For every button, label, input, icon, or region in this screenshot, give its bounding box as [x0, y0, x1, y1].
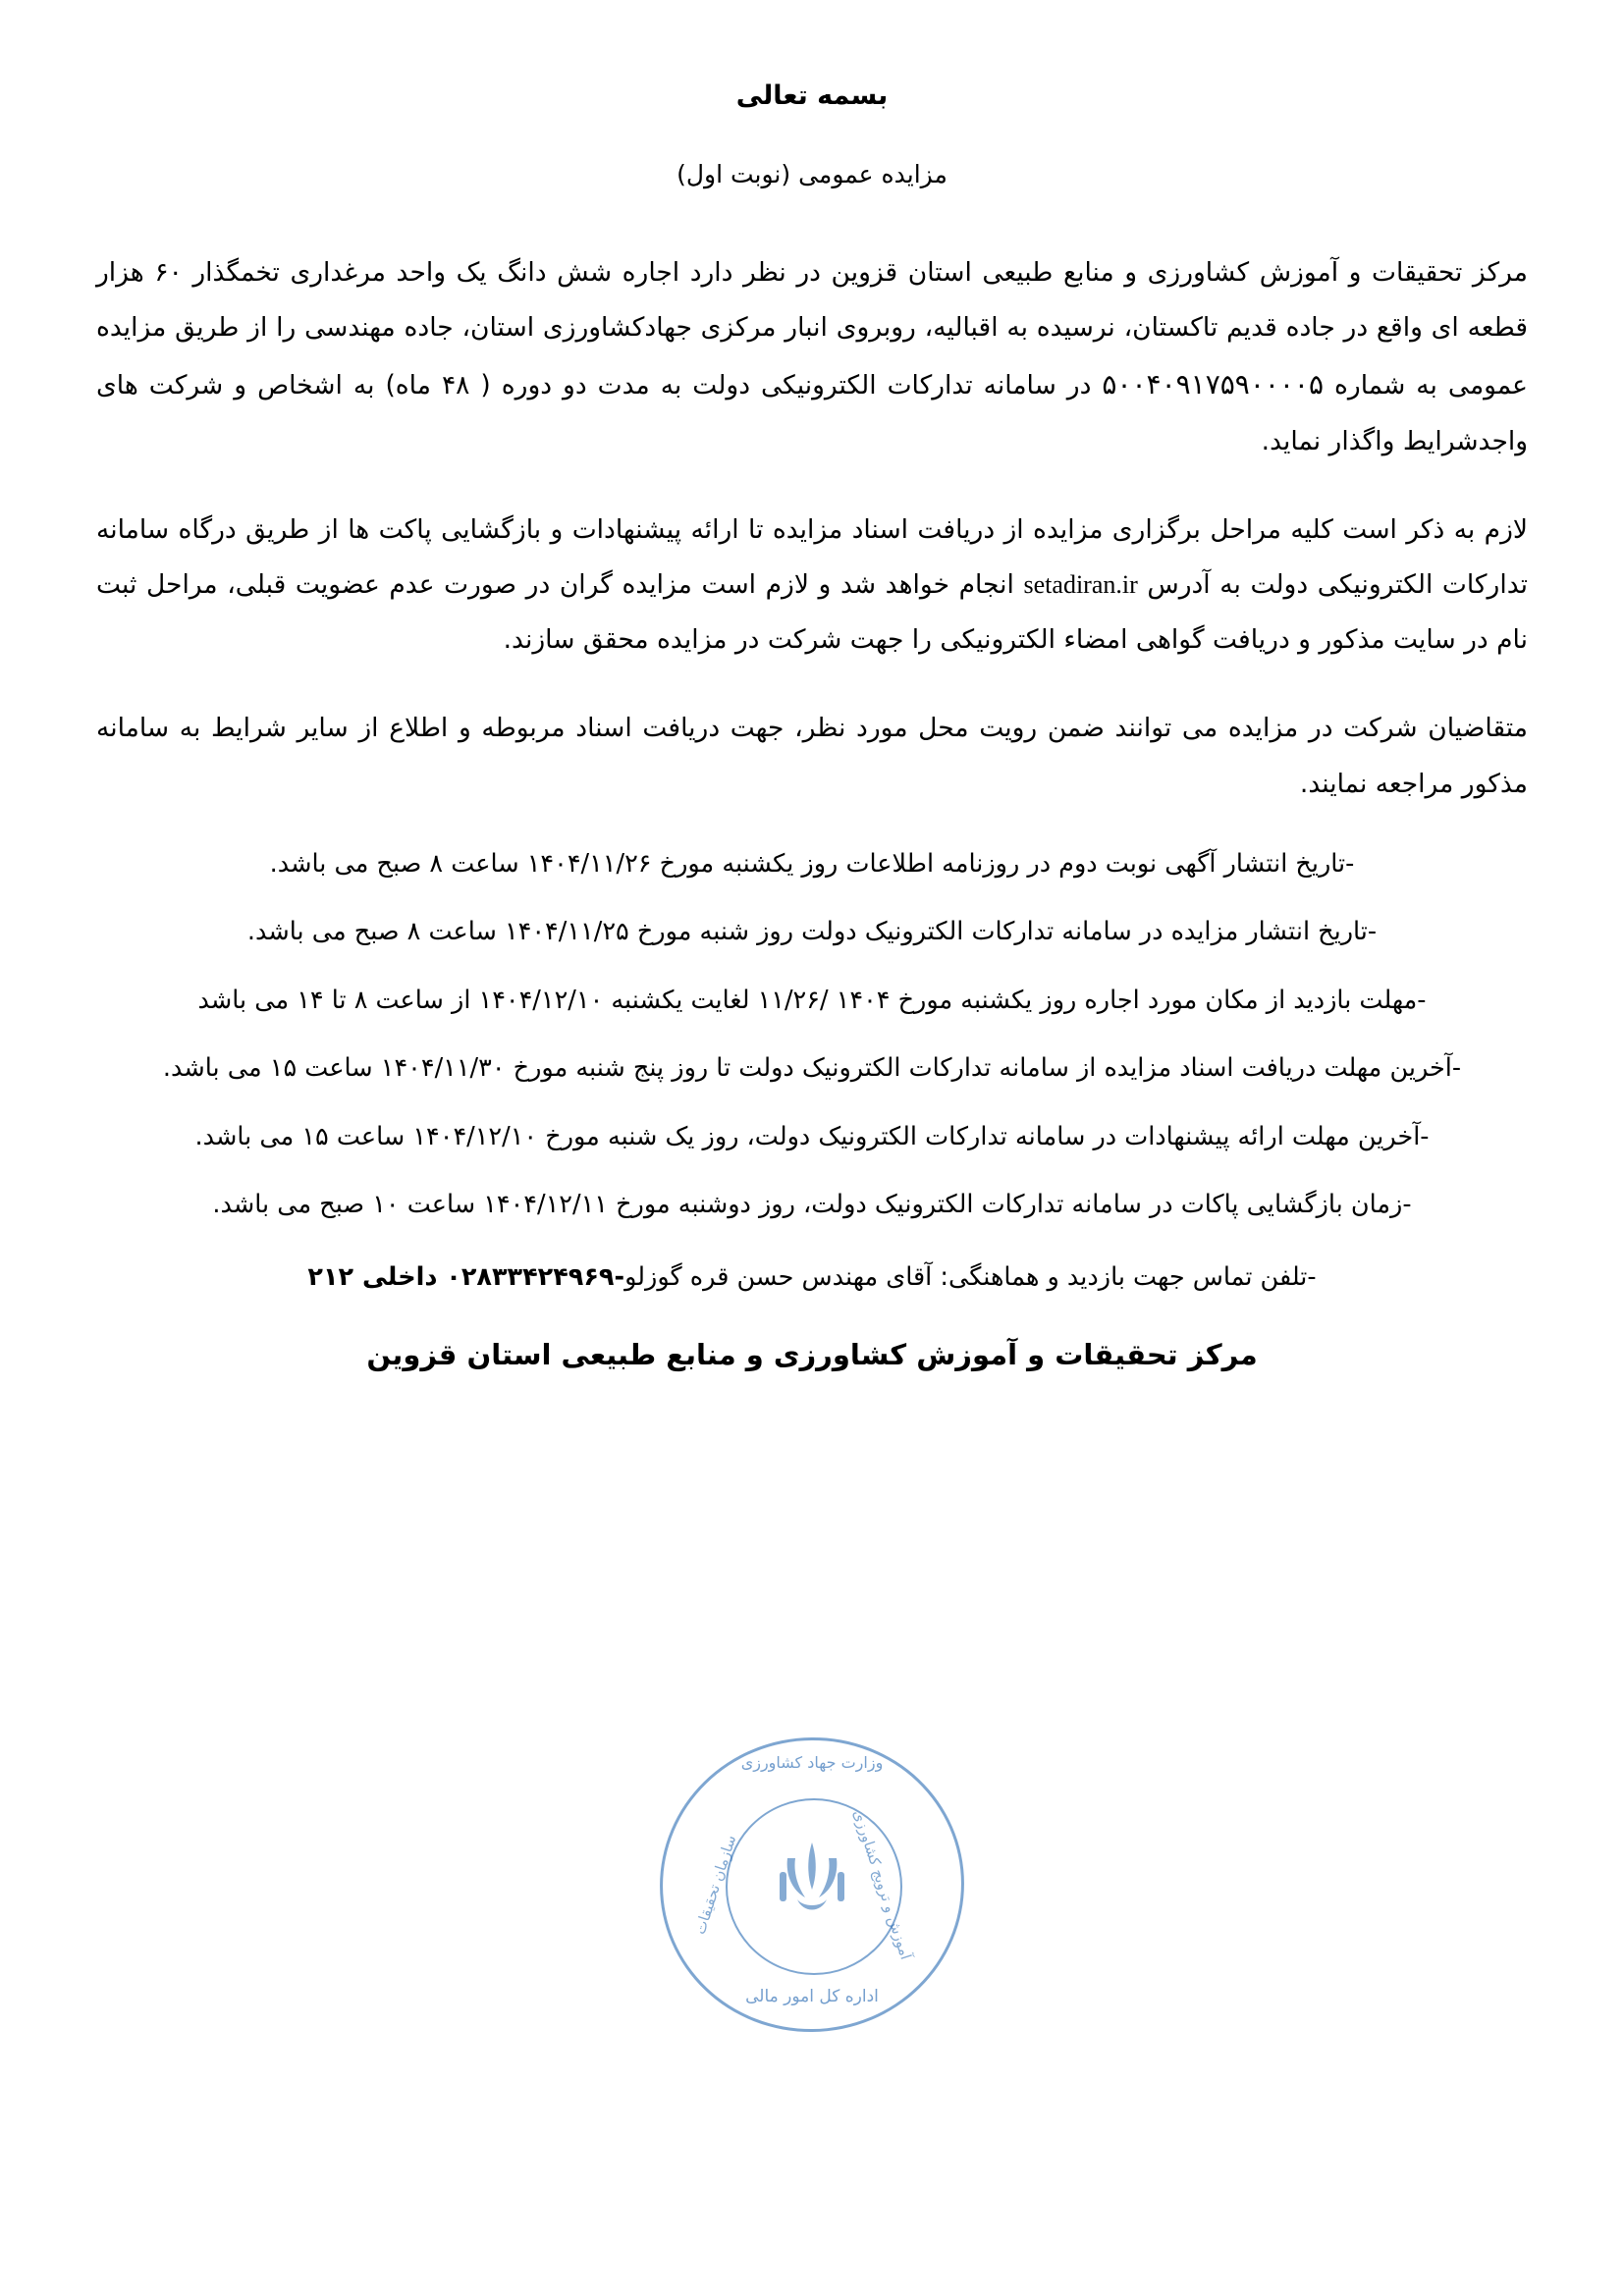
stamp-bottom-text: اداره کل امور مالی [745, 1987, 879, 2006]
paragraph-2-text-a: لازم به ذکر است کلیه مراحل برگزاری مزایده از دریافت اسناد مزایده تا ارائه پیشنهادات و بازگشایی پاکت ها از طریق درگاه سامانه تدارکات الکترونیکی دولت به آدرس [96, 513, 1528, 601]
stamp-top-text: وزارت جهاد کشاورزی [740, 1753, 884, 1772]
contact-line [88, 1258, 1536, 1298]
paragraph-2-text-b: انجام خواهد شد و لازم است مزایده گران در صورت عدم عضویت قبلی، مراحل ثبت نام در سایت مذکور و دریافت گواهی امضاء الکترونیکی را جهت شرکت در مزایده محقق سازند. [96, 569, 1528, 656]
schedule-list [88, 845, 1536, 1298]
tender-number: ۵۰۰۴۰۹۱۷۵۹۰۰۰۰۵ [1102, 368, 1325, 401]
list-item: -مهلت بازدید از مکان مورد اجاره روز یکشنبه مورخ ۱۴۰۴ /۱۱/۲۶ لغایت یکشنبه ۱۴۰۴/۱۲/۱۰ از ساعت ۸ تا ۱۴ می باشد [197, 985, 1427, 1015]
paragraph-1-text-b: در سامانه تدارکات الکترونیکی دولت به مدت دو دوره ( ۴۸ ماه) به اشخاص و شرکت های واجدشرایط واگذار نماید. [96, 370, 1528, 456]
list-item: -زمان بازگشایی پاکات در سامانه تدارکات الکترونیک دولت، روز دوشنبه مورخ ۱۴۰۴/۱۲/۱۱ ساعت ۱۰ صبح می باشد. [212, 1190, 1412, 1220]
contact-phone: -۰۲۸۳۳۴۲۴۹۶۹ داخلی ۲۱۲ [307, 1261, 625, 1292]
official-stamp [660, 1737, 964, 2032]
paragraph-process [88, 503, 1536, 668]
iran-emblem-icon [758, 1829, 866, 1941]
list-item: -آخرین مهلت دریافت اسناد مزایده از سامانه تدارکات الکترونیک دولت تا روز پنج شنبه مورخ ۱۴۰۴/۱۱/۳۰ ساعت ۱۵ می باشد. [162, 1053, 1462, 1084]
list-item: -تاریخ انتشار مزایده در سامانه تدارکات الکترونیک دولت روز شنبه مورخ ۱۴۰۴/۱۱/۲۵ ساعت ۸ صبح می باشد. [246, 917, 1378, 947]
paragraph-tender-intro [88, 245, 1536, 469]
paragraph-1-text-a: مرکز تحقیقات و آموزش کشاورزی و منابع طبیعی استان قزوین در نظر دارد اجاره شش دانگ یک واحد مرغداری تخمگذار ۶۰ هزار قطعه ای واقع در جاده قدیم تاکستان، نرسیده به اقبالیه، روبروی انبار مرکزی جهادکشاورزی استان، جاده مهندسی را از طریق مزایده عمومی به شماره [96, 257, 1528, 401]
setad-website-link[interactable]: setadiran.ir [1023, 570, 1138, 600]
stamp-left-text: سازمان تحقیقات [690, 1833, 740, 1937]
contact-person: -تلفن تماس جهت بازدید و هماهنگی: آقای مهندس حسن قره گوزلو [624, 1261, 1317, 1292]
stamp-right-text: آموزش و ترویج کشاورزی [849, 1807, 915, 1962]
list-item: -تاریخ انتشار آگهی نوبت دوم در روزنامه اطلاعات روز یکشنبه مورخ ۱۴۰۴/۱۱/۲۶ ساعت ۸ صبح می باشد. [269, 848, 1355, 879]
stamp-outer-ring [645, 1723, 979, 2048]
stamp-inner-ring [726, 1798, 902, 1975]
list-item: -آخرین مهلت ارائه پیشنهادات در سامانه تدارکات الکترونیک دولت، روز یک شنبه مورخ ۱۴۰۴/۱۲/۱۰ ساعت ۱۵ می باشد. [194, 1121, 1430, 1151]
document-subtitle: مزایده عمومی (نوبت اول) [677, 160, 947, 188]
paragraph-applicants: متقاضیان شرکت در مزایده می توانند ضمن رویت محل مورد نظر، جهت دریافت اسناد مربوطه و اطلاع از سایر شرایط به سامانه مذکور مراجعه نمایند. [96, 713, 1528, 799]
bismillah-heading: بسمه تعالی [735, 80, 889, 111]
organization-signature: مرکز تحقیقات و آموزش کشاورزی و منابع طبیعی استان قزوین [366, 1338, 1258, 1372]
